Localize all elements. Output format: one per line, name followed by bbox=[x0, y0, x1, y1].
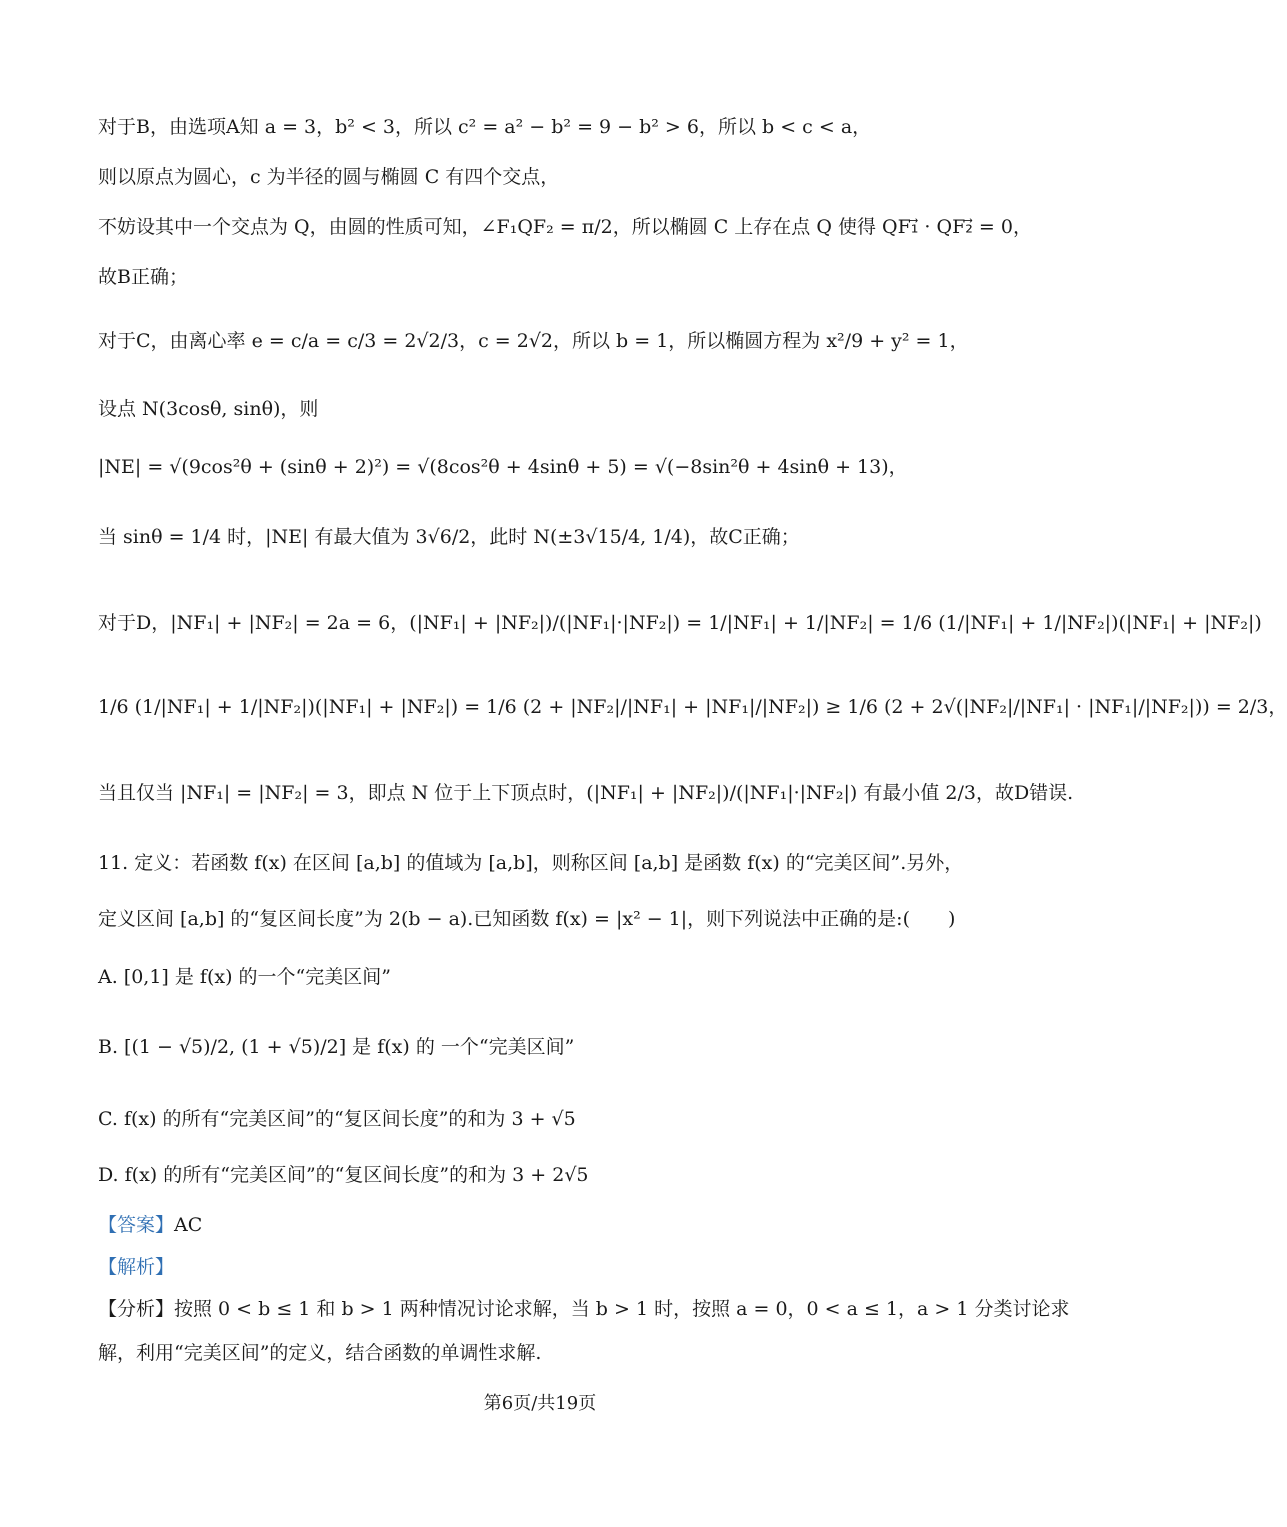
text-line-l9: 对于D，|NF₁| + |NF₂| = 2a = 6，(|NF₁| + |NF₂|)/(|NF₁|·|NF₂|) = 1/|NF₁| + 1/|NF₂| = 1/6 (1/|NF₁| + 1/|NF₂|)(|NF₁| + |NF₂|) bbox=[98, 612, 1262, 634]
text-line-l11: 当且仅当 |NF₁| = |NF₂| = 3，即点 N 位于上下顶点时，(|NF₁| + |NF₂|)/(|NF₁|·|NF₂|) 有最小值 2/3，故D错误. bbox=[98, 782, 1074, 804]
text-line-l12: 11. 定义：若函数 f(x) 在区间 [a,b] 的值域为 [a,b]，则称区间 [a,b] 是函数 f(x) 的“完美区间”.另外， bbox=[98, 852, 964, 874]
text-line-l3: 不妨设其中一个交点为 Q，由圆的性质可知，∠F₁QF₂ = π/2，所以椭圆 C 上存在点 Q 使得 QF₁⃗ · QF₂⃗ = 0， bbox=[98, 216, 1032, 238]
text-line-l15: B. [(1 − √5)/2, (1 + √5)/2] 是 f(x) 的 一个“完美区间” bbox=[98, 1036, 575, 1058]
page-footer: 第6页/共19页 bbox=[483, 1393, 597, 1414]
text-line-l4: 故B正确； bbox=[98, 266, 188, 288]
text-line-l10: 1/6 (1/|NF₁| + 1/|NF₂|)(|NF₁| + |NF₂|) = 1/6 (2 + |NF₂|/|NF₁| + |NF₁|/|NF₂|) ≥ 1/6 (2 + 2√(|NF₂|/|NF₁| · |NF₁|/|NF₂|)) = 2/3， bbox=[98, 696, 1287, 718]
text-line-l1: 对于B，由选项A知 a = 3，b² < 3，所以 c² = a² − b² = 9 − b² > 6，所以 b < c < a， bbox=[98, 116, 872, 138]
analysis-heading bbox=[98, 1252, 1020, 1282]
text-line-l2: 则以原点为圆心，c 为半径的圆与椭圆 C 有四个交点， bbox=[98, 166, 560, 188]
text-line-l14: A. [0,1] 是 f(x) 的一个“完美区间” bbox=[98, 966, 391, 988]
answer-line bbox=[98, 1210, 1020, 1240]
text-line-l5: 对于C，由离心率 e = c/a = c/3 = 2√2/3，c = 2√2，所以 b = 1，所以椭圆方程为 x²/9 + y² = 1， bbox=[98, 330, 969, 352]
text-line-l13: 定义区间 [a,b] 的“复区间长度”为 2(b − a).已知函数 f(x) = |x² − 1|，则下列说法中正确的是:( ) bbox=[98, 908, 956, 930]
answer-label: 【答案】 bbox=[98, 1214, 175, 1236]
answer-value: AC bbox=[174, 1214, 203, 1236]
fenxi-line-1: 【分析】按照 0 < b ≤ 1 和 b > 1 两种情况讨论求解，当 b > 1 时，按照 a = 0，0 < a ≤ 1，a > 1 分类讨论求 bbox=[98, 1298, 1070, 1320]
text-line-l16: C. f(x) 的所有“完美区间”的“复区间长度”的和为 3 + √5 bbox=[98, 1108, 576, 1130]
analysis-label: 【解析】 bbox=[98, 1256, 175, 1278]
text-line-l17: D. f(x) 的所有“完美区间”的“复区间长度”的和为 3 + 2√5 bbox=[98, 1164, 589, 1186]
text-line-l6: 设点 N(3cosθ, sinθ)，则 bbox=[98, 398, 319, 420]
text-line-l8: 当 sinθ = 1/4 时，|NE| 有最大值为 3√6/2，此时 N(±3√15/4, 1/4)，故C正确； bbox=[98, 526, 800, 548]
text-line-l7: |NE| = √(9cos²θ + (sinθ + 2)²) = √(8cos²θ + 4sinθ + 5) = √(−8sin²θ + 4sinθ + 13)， bbox=[98, 456, 908, 478]
fenxi-line-2: 解，利用“完美区间”的定义，结合函数的单调性求解. bbox=[98, 1342, 542, 1364]
